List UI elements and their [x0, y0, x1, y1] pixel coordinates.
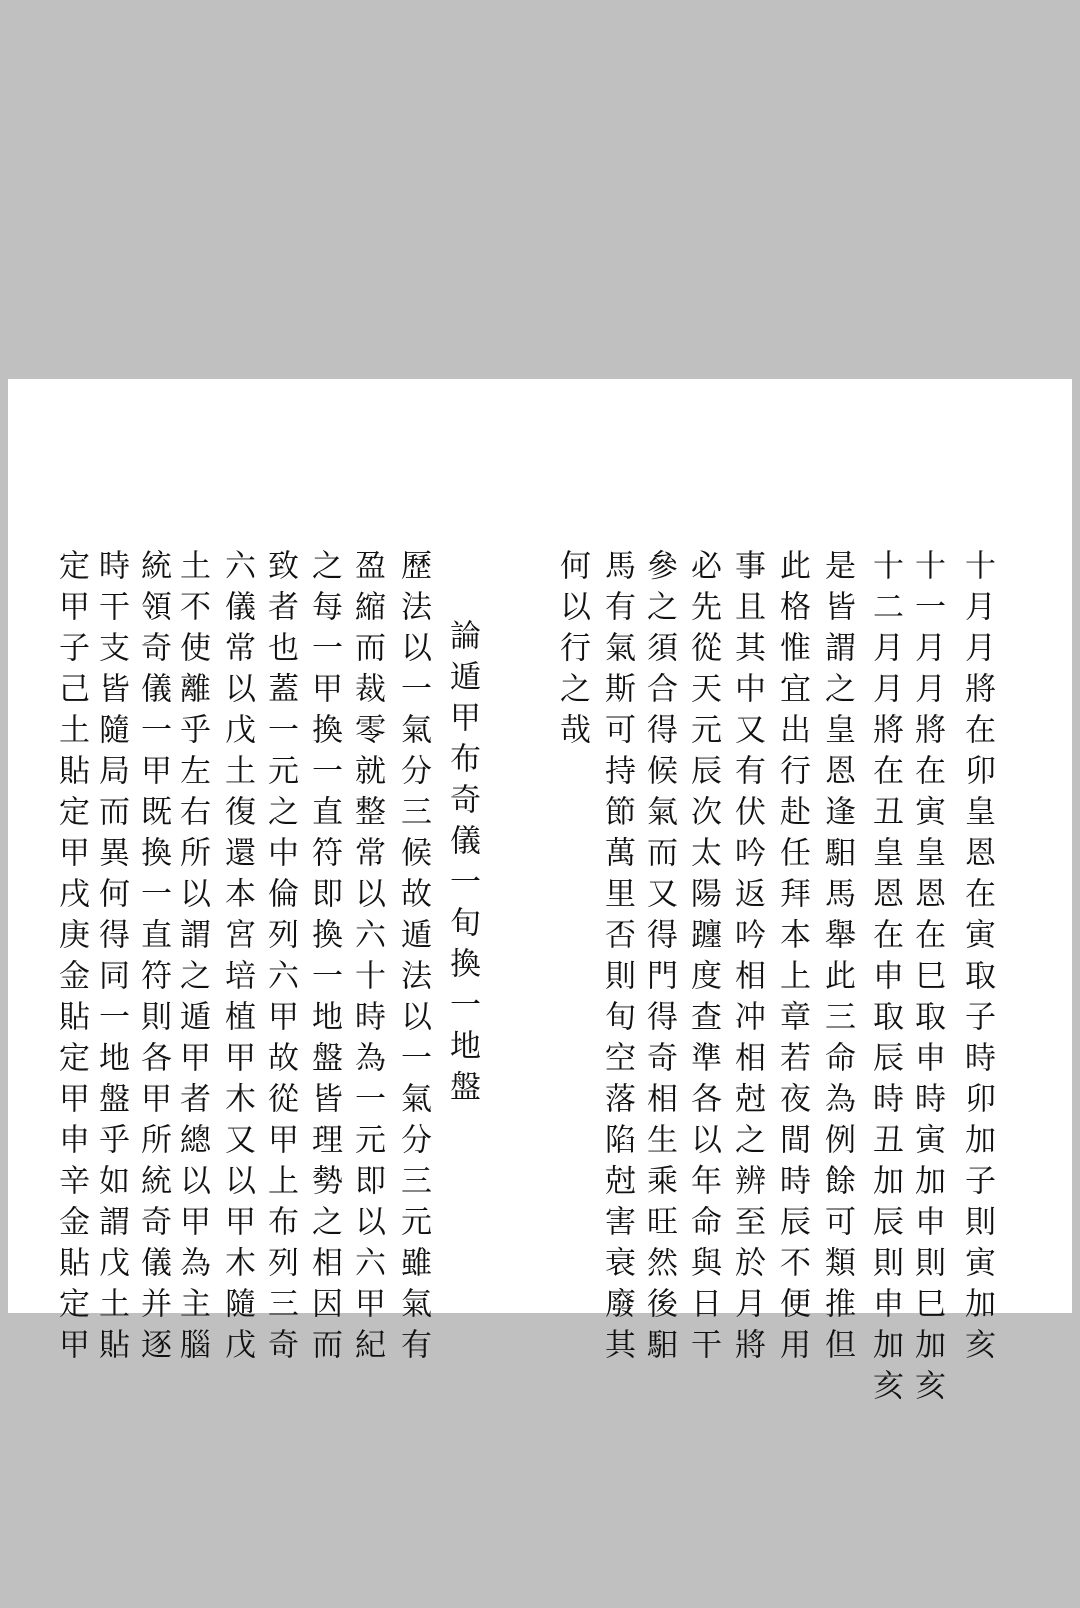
left-page-column-6: 土不使離乎左右所以謂之遁甲者總以甲為主腦 [174, 549, 210, 1369]
right-page-column-4: 是皆謂之皇恩逢馹馬舉此三命為例餘可類推但 [819, 549, 855, 1369]
right-page-column-9: 馬有氣斯可持節萬里否則旬空落陷尅害衰廢其 [599, 549, 635, 1369]
right-page-column-2: 十一月月將在寅皇恩在巳取申時寅加申則巳加亥 [909, 549, 945, 1410]
left-page-column-8: 時干支皆隨局而異何得同一地盤乎如謂戊土貼 [93, 549, 129, 1369]
left-page-column-7: 統領奇儀一甲既換一直符則各甲所統奇儀并逐 [135, 549, 171, 1369]
right-page-column-7: 必先從天元辰次太陽躔度查準各以年命與日干 [685, 549, 721, 1369]
right-page-column-3: 十二月月將在丑皇恩在申取辰時丑加辰則申加亥 [867, 549, 903, 1410]
left-page-column-4: 致者也蓋一元之中倫列六甲故從甲上布列三奇 [262, 549, 298, 1369]
right-page-column-10: 何以行之哉 [554, 549, 590, 754]
right-page-column-5: 此格惟宜出行赴任拜本上章若夜間時辰不便用 [774, 549, 810, 1369]
left-page-column-1: 歷法以一氣分三候故遁法以一氣分三元雖氣有 [395, 549, 431, 1369]
book-spread [8, 379, 1072, 1410]
right-page-column-6: 事且其中又有伏吟返吟相冲相尅之辨至於月將 [729, 549, 765, 1369]
right-page-column-1: 十月月將在卯皇恩在寅取子時卯加子則寅加亥 [959, 549, 995, 1369]
left-page-column-9: 定甲子己土貼定甲戌庚金貼定甲申辛金貼定甲 [53, 549, 89, 1369]
left-page-column-3: 之每一甲換一直符即換一地盤皆理勢之相因而 [306, 549, 342, 1369]
left-page-column-2: 盈縮而裁零就整常以六十時為一元即以六甲紀 [349, 549, 385, 1369]
right-page-column-8: 參之須合得候氣而又得門得奇相生乘旺然後馹 [641, 549, 677, 1369]
left-page-column-5: 六儀常以戊土復還本宮培植甲木又以甲木隨戊 [219, 549, 255, 1369]
section-heading: 論遁甲布奇儀一旬換一地盤 [444, 619, 480, 1111]
